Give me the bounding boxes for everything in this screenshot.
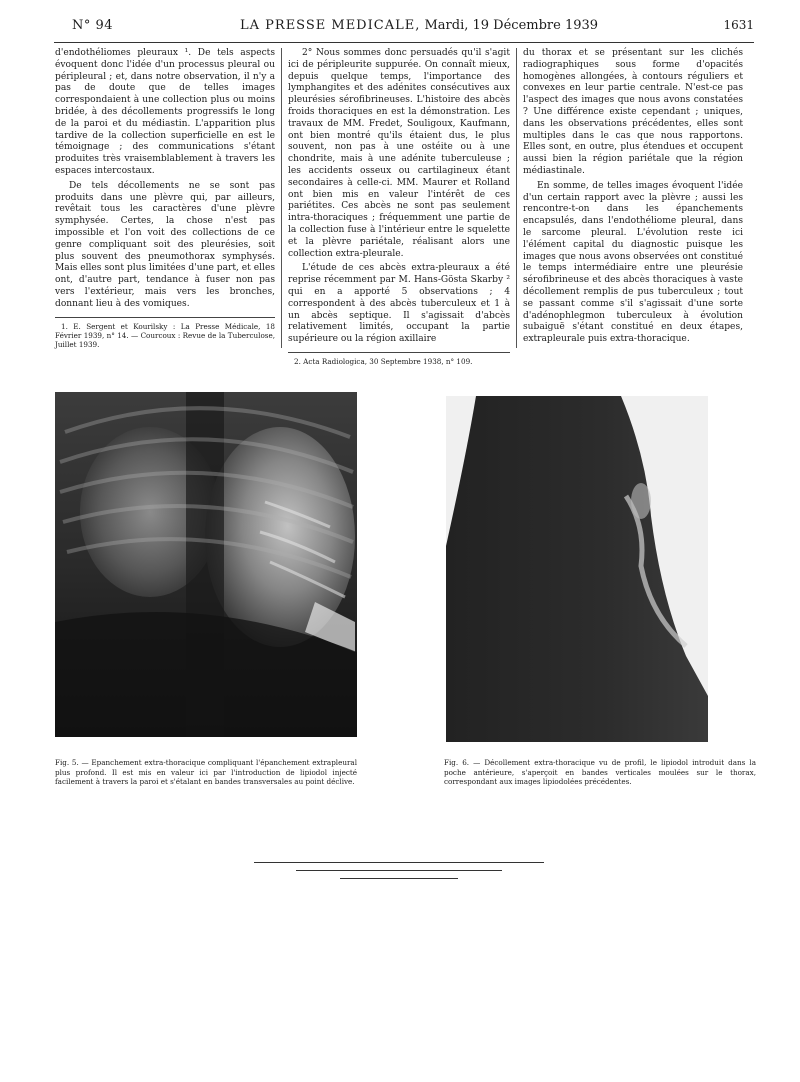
scan-bleed-through <box>708 396 758 742</box>
paragraph: De tels décollements ne se sont pas produits dans une plèvre qui, par ailleurs, revêtait tous les caractères d'une plèvre symphysée. Certes, la chose n'est pas impossible et l'on voit des collections de ce genre compliquant soit des pleurésies, soit plus souvent des pneumothorax symphysés. Mais elles sont plus limitées d'une part, et elles ont, d'autre part, tendance à fuser non pas vers l'extérieur, mais vers les bronches, donnant lieu à des vomiques. <box>55 180 275 309</box>
figure-5-caption: Fig. 5. — Epanchement extra-thoracique compliquant l'épanchement extrapleural plus profond. Il est mis en valeur ici par l'introduction de lipiodol injecté facilement à travers la paroi et s'étalant en bandes transversales au point déclive. <box>55 758 357 787</box>
paragraph: L'étude de ces abcès extra-pleuraux a été reprise récemment par M. Hans-Gösta Skarby ² qui en a apporté 5 observations ; 4 correspondent à des abcès tuberculeux et 1 à un abcès septique. Il s'agissait d'abcès relativement limités, occupant la partie supérieure ou la région axillaire <box>288 263 510 345</box>
footnote-2: 2. Acta Radiologica, 30 Septembre 1938, n° 109. <box>294 356 473 366</box>
figure-5-radiograph <box>55 392 357 737</box>
column-divider <box>516 48 517 348</box>
page-number: 1631 <box>723 18 754 32</box>
text-column-1 <box>55 48 275 349</box>
figure-6-caption: Fig. 6. — Décollement extra-thoracique vu de profil, le lipiodol introduit dans la poche antérieure, s'aperçoit en bandes verticales moulées sur le thorax, correspondant aux images lipiodolées précédentes. <box>444 758 756 787</box>
figure-6-radiograph <box>446 396 708 742</box>
running-title <box>240 18 598 33</box>
journal-name: LA PRESSE MEDICALE, <box>240 18 421 33</box>
closing-rule <box>340 878 458 879</box>
text-column-2 <box>288 48 510 366</box>
footnote-rule <box>288 352 510 353</box>
paragraph: 2° Nous sommes donc persuadés qu'il s'agit ici de péripleurite suppurée. On connaît mieux, depuis quelque temps, l'importance des lymphangites et des adénites consécutives aux pleurésies sérofibrineuses. L'histoire des abcès froids thoraciques en est la démonstration. Les travaux de MM. Fredet, Souligoux, Kaufmann, ont bien montré qu'ils étaient dus, le plus souvent, non pas à une ostéite ou à une chondrite, mais à une adénite tuberculeuse ; les accidents osseux ou cartilagineux étant secondaires à celle-ci. MM. Maurer et Rolland ont bien mis en valeur l'intérêt de ces pariétites. Ces abcès ne sont pas seulement intra-thoraciques ; fréquemment une partie de la collection fuse à l'intérieur entre le squelette et la plèvre pariétale, réalisant alors une collection extra-pleurale. <box>288 48 510 259</box>
paragraph: En somme, de telles images évoquent l'idée d'un certain rapport avec la plèvre ; aussi les rencontre-t-on dans les épanchements encapsulés, dans l'endothéliome pleural, dans le sarcome pleural. L'évolution reste ici l'élément capital du diagnostic puisque les images que nous avons observées ont constitué le temps intermédiaire entre une pleurésie sérofibrineuse et des abcès thoraciques à vaste décollement remplis de pus tuberculeux ; tout se passant comme s'il s'agissait d'une sorte d'adénophlegmon tuberculeux à évolution subaiguë s'étant constitué en deux étapes, extrapleurale puis extra-thoracique. <box>523 180 743 345</box>
text-column-3 <box>523 48 743 346</box>
closing-rule <box>296 870 502 871</box>
column-divider <box>281 48 282 348</box>
paragraph: du thorax et se présentant sur les clichés radiographiques sous forme d'opacités homogènes allongées, à contours réguliers et convexes en leur partie centrale. N'est-ce pas l'aspect des images que nous avons constatées ? Une différence existe cependant ; uniques, dans les observations précédentes, elles sont multiples dans le cas que nous rapportons. Elles sont, en outre, plus étendues et occupent aussi bien la région pariétale que la région médiastinale. <box>523 48 743 176</box>
closing-rule <box>254 862 544 863</box>
issue-date: Mardi, 19 Décembre 1939 <box>424 18 599 33</box>
paragraph: d'endothéliomes pleuraux ¹. De tels aspects évoquent donc l'idée d'un processus pleural ou péripleural ; et, dans notre observation, il n'y a pas de doute que de telles images correspondaient à une collection plus ou moins bridée, à des décollements progressifs le long de la paroi et du médiastin. L'apparition plus tardive de la collection superficielle en est le témoignage ; des communications s'étant produites très vraisemblablement à travers les espaces intercostaux. <box>55 48 275 176</box>
footnote-1: 1. E. Sergent et Kourilsky : La Presse Médicale, 18 Février 1939, n° 14. — Courcoux : Revue de la Tuberculose, Juillet 1939. <box>55 321 275 349</box>
page-header <box>54 18 754 40</box>
header-rule <box>54 42 754 43</box>
footnote-rule <box>55 317 275 318</box>
issue-number: N° 94 <box>72 18 114 33</box>
